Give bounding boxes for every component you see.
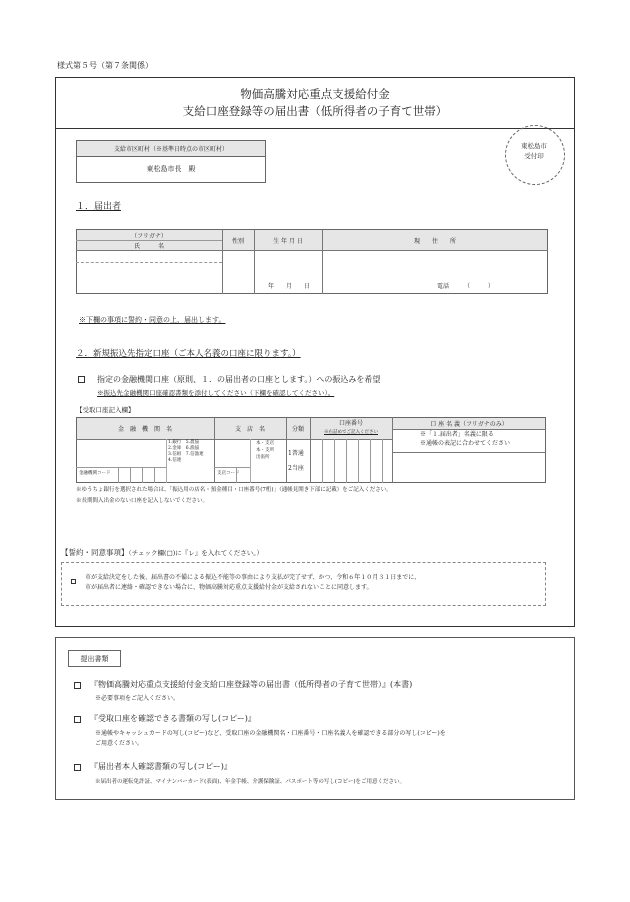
consent-checkbox[interactable] [71,579,76,584]
holder-note1: ※「１.届出者」名義に限る [420,431,494,438]
document-1-note: ※必要事項をご記入ください。 [95,695,180,702]
birthdate-input[interactable]: 年 月 日 [268,283,311,290]
section2-heading: ２．新規振込先指定口座（ご本人名義の口座に限ります。） [76,349,301,359]
bank-type-2: 2.金庫 6.漁協 [168,446,200,451]
branch-type-3: 出張所 [256,455,270,460]
account-option-note: ※振込先金融機関口座確認書類を添付してください（下欄を確認してください）。 [97,389,335,397]
dormant-note: ※長期間入出金のない口座を記入しないでください。 [76,498,209,504]
document-2-checkbox[interactable] [74,716,81,723]
branch-type-2: 本・支所 [256,448,274,453]
category-option-2[interactable]: 2当座 [288,465,304,472]
branch-name-input[interactable] [215,440,250,466]
category-label: 分類 [291,426,304,433]
gender-label: 性別 [231,237,244,245]
yucho-note: ※ゆうちょ銀行を選択された場合は、「振込用の店名・預金種目・口座番号(7桁)」（通帳見開き下部に記載）をご記入ください。 [76,487,392,493]
title-line2: 支給口座登録等の届出書（低所得者の子育て世帯） [182,104,448,118]
consent-text-2: 市が届出者に連絡・確認できない場合に、物価高騰対応重点支援給付金が支給されないことに同意します。 [85,584,373,591]
bank-type-3: 3.信組 7.信漁連 [168,452,204,457]
document-1-title: 『物価高騰対応重点支援給付金支給口座登録等の届出書（低所得者の子育て世帯）』(本書) [90,680,413,689]
consent-text-1: 市が支給決定をした後、届出書の不備による振込不能等の事由により支払が完了せず、かつ、令和６年１０月３１日までに、 [85,574,421,581]
municipality-field[interactable]: 東松島市長 殿 [76,156,266,183]
bank-type-4: 4.信連 [168,458,182,463]
address-input[interactable] [323,251,547,281]
bank-name-input[interactable] [77,440,165,466]
consent-heading-title: 【誓約・同意事項】 [61,548,129,557]
stamp-line2: 受付印 [524,152,544,160]
consent-heading-note: （チェック欄(□)に『レ』を入れてください。） [128,549,264,557]
document-3-title: 『届出者本人確認書類の写し(コピー)』 [90,762,232,771]
branch-code-input[interactable] [237,468,250,482]
name-input[interactable] [77,263,222,293]
furigana-label: （フリガナ） [131,232,167,240]
branch-label: 支 店 名 [234,426,265,433]
municipality-header: 支給市区町村（※基準日時点の市区町村） [76,140,266,157]
agreement-note: ※下欄の事項に誓約・同意の上、届出します。 [79,316,226,324]
account-section-label: 【受取口座記入欄】 [76,406,135,414]
document-3-checkbox[interactable] [74,764,81,771]
document-2-note: ※通帳やキャッシュカードの写し(コピー)など、受取口座の金融機関名・口座番号・口座名義人を確認できる部分の写し(コピー)を [95,730,446,737]
document-2-title: 『受取口座を確認できる書類の写し(コピー)』 [90,714,256,723]
branch-type-1: 本・支店 [256,441,274,446]
account-number-input[interactable] [311,440,392,482]
account-number-sub: ※右詰めでご記入ください [324,430,378,435]
branch-code-label: 支店コード [217,471,240,476]
stamp-line1: 東松島市 [521,142,547,150]
title-line1: 物価高騰対応重点支援給付金 [240,87,390,101]
documents-label: 提出書類 [68,650,121,667]
document-1-checkbox[interactable] [74,682,81,689]
bank-name-label: 金 融 機 関 名 [117,426,172,433]
holder-input[interactable] [393,453,545,482]
name-label: 氏 名 [133,242,164,250]
document-3-note: ※届出者の運転免許証、マイナンバーカード(表面)、年金手帳、介護保険証、パスポート等の写し(コピー)をご用意ください。 [95,779,405,785]
address-label: 現 住 所 [413,237,456,245]
holder-label: 口 座 名 義（フリガナのみ） [430,421,508,428]
bank-type-1: 1.銀行 5.農協 [168,440,200,445]
account-option-text: 指定の金融機関口座（原則、１．の届出者の口座とします。）への振込みを希望 [97,375,381,384]
category-option-1[interactable]: 1普通 [288,450,304,457]
phone-input[interactable]: 電話 （ ） [437,283,495,290]
bank-code-label: 金融機関コード [79,471,111,476]
gender-input[interactable] [223,251,254,293]
account-option-checkbox[interactable] [78,376,85,383]
bank-code-input[interactable] [119,468,165,482]
birthdate-label: 生 年 月 日 [273,237,303,245]
form-number: 様式第５号（第７条関係） [57,61,153,70]
furigana-input[interactable] [77,251,222,261]
document-2-note-2: ご用意ください。 [95,740,144,747]
consent-heading [61,549,263,557]
account-number-label: 口座番号 [338,420,363,427]
holder-note2: ※通帳の表記に合わせてください [420,440,511,447]
section1-heading: １．届出者 [76,202,122,212]
